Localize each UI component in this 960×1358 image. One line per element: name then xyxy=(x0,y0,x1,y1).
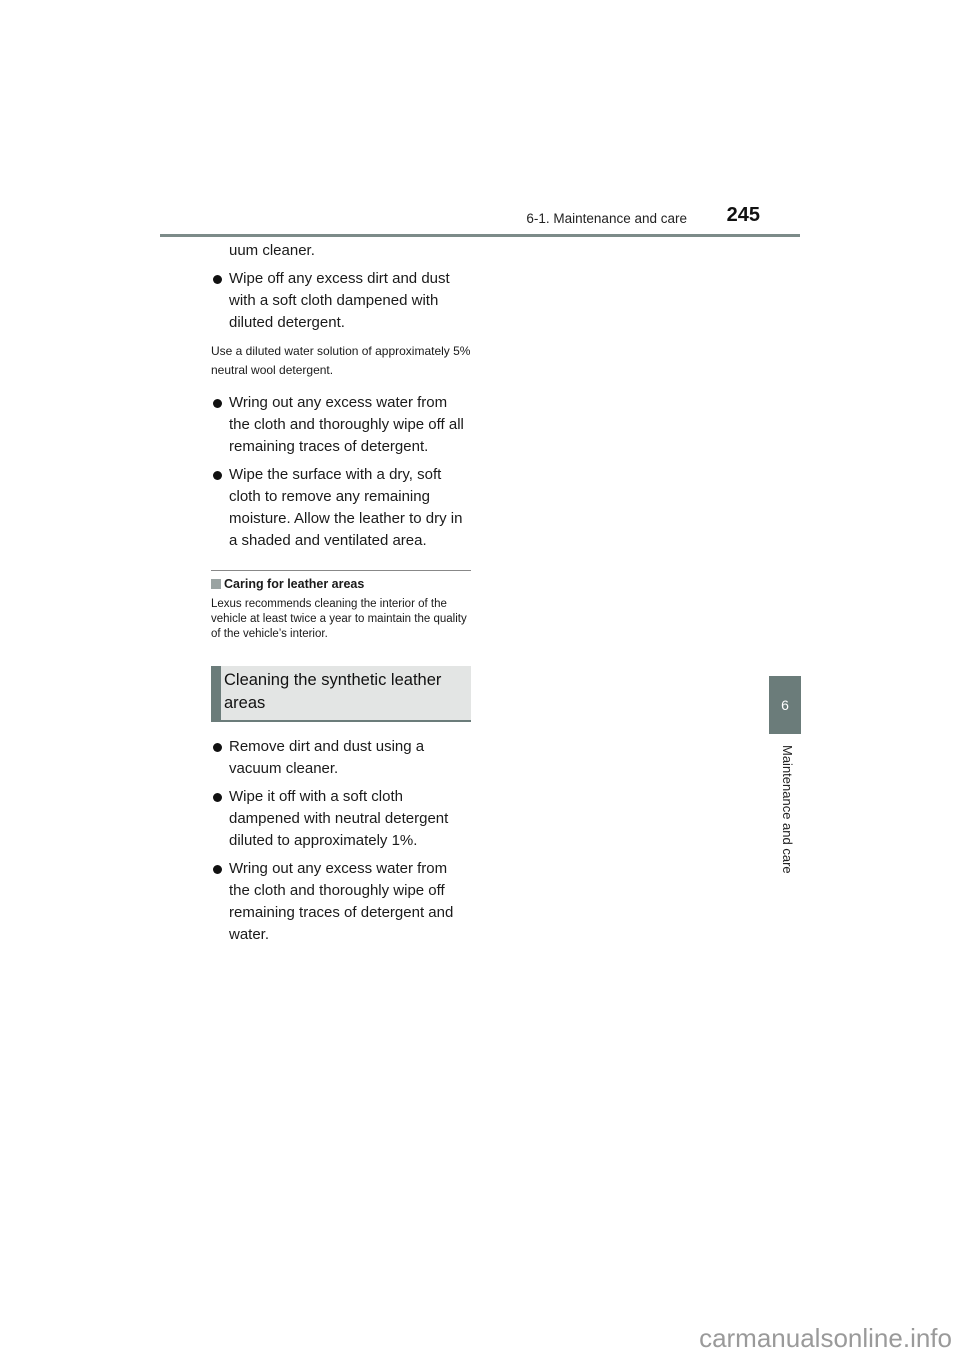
bullet-item: Wring out any excess water from the cloth and thoroughly wipe off remaining traces of detergent and water. xyxy=(211,858,471,946)
bullet-item: Wipe off any excess dirt and dust with a soft cloth dampened with diluted detergent. xyxy=(211,268,471,334)
continued-text: uum cleaner. xyxy=(229,242,315,259)
bullet-item: Wipe it off with a soft cloth dampened with neutral detergent diluted to approximately 1%. xyxy=(211,786,471,852)
bullet-item: Wipe the surface with a dry, soft cloth to remove any remaining moisture. Allow the leather to dry in a shaded and ventilated area. xyxy=(211,464,471,552)
chapter-tab: 6 xyxy=(769,676,801,734)
square-marker-icon xyxy=(211,579,221,589)
subsection-text: Lexus recommends cleaning the interior of the vehicle at least twice a year to maintain the quality of the vehicle’s interior. xyxy=(211,598,467,640)
bullet-dot-icon xyxy=(213,399,222,408)
bullet-item: Remove dirt and dust using a vacuum cleaner. xyxy=(211,736,471,780)
watermark: carmanualsonline.info xyxy=(699,1323,952,1353)
divider xyxy=(211,570,471,571)
chapter-tab-label: Maintenance and care xyxy=(780,745,795,874)
page-header xyxy=(160,200,800,237)
section-heading: Cleaning the synthetic leather areas xyxy=(211,666,471,722)
header-section-title: 6-1. Maintenance and care xyxy=(526,211,687,226)
bullet-dot-icon xyxy=(213,275,222,284)
bullet-dot-icon xyxy=(213,865,222,874)
page-number: 245 xyxy=(726,204,760,226)
subsection-heading: Caring for leather areas xyxy=(211,577,471,591)
bullet-dot-icon xyxy=(213,471,222,480)
bullet-item: Wring out any excess water from the cloth and thoroughly wipe off all remaining traces of detergent. xyxy=(211,392,471,458)
note-text: Use a diluted water solution of approximately 5% neutral wool detergent. xyxy=(211,344,471,377)
bullet-dot-icon xyxy=(213,743,222,752)
main-column xyxy=(211,240,471,952)
bullet-dot-icon xyxy=(213,793,222,802)
